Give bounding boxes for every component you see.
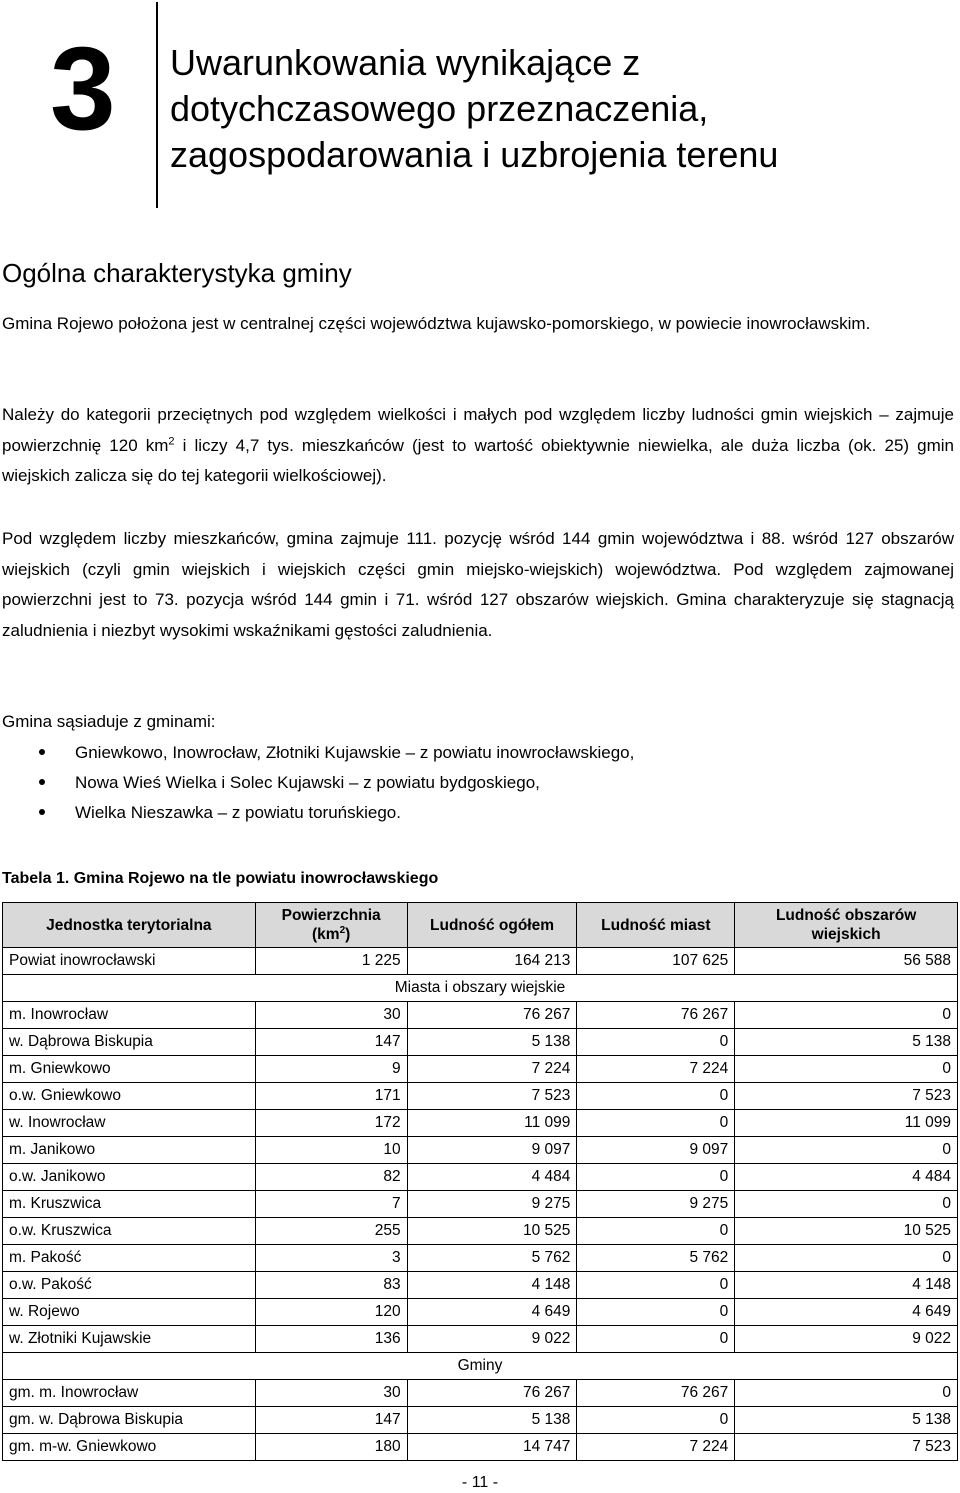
bullet-icon xyxy=(39,809,45,815)
table-row xyxy=(3,1110,958,1137)
cell-value: 164 213 xyxy=(407,948,577,975)
cell-value: 3 xyxy=(255,1245,407,1272)
cell-value: 9 022 xyxy=(407,1326,577,1353)
table-row xyxy=(3,1002,958,1029)
data-table xyxy=(2,902,958,1461)
cell-value: 5 762 xyxy=(407,1245,577,1272)
list-item-text: Gniewkowo, Inowrocław, Złotniki Kujawskie – z powiatu inowrocławskiego, xyxy=(75,743,635,762)
table-body xyxy=(3,948,958,1461)
cell-value: 107 625 xyxy=(577,948,735,975)
cell-value: 11 099 xyxy=(407,1110,577,1137)
cell-value: 4 484 xyxy=(735,1164,958,1191)
cell-value: 9 097 xyxy=(407,1137,577,1164)
cell-value: 7 523 xyxy=(735,1083,958,1110)
cell-value: 9 275 xyxy=(407,1191,577,1218)
cell-value: 76 267 xyxy=(577,1002,735,1029)
cell-unit: m. Inowrocław xyxy=(3,1002,256,1029)
table-header-row xyxy=(3,903,958,948)
table-row xyxy=(3,1407,958,1434)
cell-value: 11 099 xyxy=(735,1110,958,1137)
cell-value: 5 138 xyxy=(735,1029,958,1056)
cell-value: 0 xyxy=(735,1002,958,1029)
list-item xyxy=(2,798,902,828)
cell-value: 9 xyxy=(255,1056,407,1083)
bullet-icon xyxy=(39,779,45,785)
cell-value: 0 xyxy=(577,1407,735,1434)
table-row xyxy=(3,1434,958,1461)
cell-unit: m. Kruszwica xyxy=(3,1191,256,1218)
table-row xyxy=(3,1326,958,1353)
header-area-line1: Powierzchnia xyxy=(281,907,381,924)
cell-value: 30 xyxy=(255,1002,407,1029)
cell-value: 14 747 xyxy=(407,1434,577,1461)
cell-value: 76 267 xyxy=(407,1380,577,1407)
cell-value: 255 xyxy=(255,1218,407,1245)
cell-value: 1 225 xyxy=(255,948,407,975)
chapter-divider xyxy=(156,2,158,208)
chapter-title-line: zagospodarowania i uzbrojenia terenu xyxy=(170,134,779,175)
cell-unit: o.w. Gniewkowo xyxy=(3,1083,256,1110)
table-row xyxy=(3,1164,958,1191)
paragraph-category xyxy=(2,400,954,492)
cell-value: 30 xyxy=(255,1380,407,1407)
cell-value: 7 224 xyxy=(577,1056,735,1083)
header-pop-urban: Ludność miast xyxy=(577,903,735,948)
cell-unit: o.w. Pakość xyxy=(3,1272,256,1299)
list-item xyxy=(2,738,902,768)
cell-unit: w. Inowrocław xyxy=(3,1110,256,1137)
cell-value: 172 xyxy=(255,1110,407,1137)
table-row xyxy=(3,1137,958,1164)
header-area-line2: (km xyxy=(312,926,340,943)
cell-value: 136 xyxy=(255,1326,407,1353)
cell-value: 0 xyxy=(735,1245,958,1272)
bullet-icon xyxy=(39,749,45,755)
cell-value: 0 xyxy=(577,1218,735,1245)
table-row xyxy=(3,948,958,975)
paragraph-neighbors-intro: Gmina sąsiaduje z gminami: xyxy=(2,712,216,731)
table-group-row xyxy=(3,1353,958,1380)
cell-value: 5 138 xyxy=(407,1407,577,1434)
section-heading: Ogólna charakterystyka gminy xyxy=(2,257,352,288)
cell-unit: o.w. Janikowo xyxy=(3,1164,256,1191)
cell-unit: w. Rojewo xyxy=(3,1299,256,1326)
list-item xyxy=(2,768,902,798)
cell-value: 4 484 xyxy=(407,1164,577,1191)
list-item-text: Wielka Nieszawka – z powiatu toruńskiego. xyxy=(75,803,401,822)
cell-value: 9 275 xyxy=(577,1191,735,1218)
header-pop-total: Ludność ogółem xyxy=(407,903,577,948)
neighbors-list xyxy=(2,738,902,828)
cell-unit: o.w. Kruszwica xyxy=(3,1218,256,1245)
cell-value: 0 xyxy=(577,1029,735,1056)
cell-value: 9 097 xyxy=(577,1137,735,1164)
cell-value: 7 523 xyxy=(735,1434,958,1461)
cell-value: 5 138 xyxy=(407,1029,577,1056)
header-pop-rural: Ludność obszarów wiejskich xyxy=(735,903,958,948)
cell-value: 0 xyxy=(577,1164,735,1191)
cell-value: 171 xyxy=(255,1083,407,1110)
cell-value: 10 525 xyxy=(407,1218,577,1245)
cell-value: 0 xyxy=(735,1137,958,1164)
cell-value: 76 267 xyxy=(407,1002,577,1029)
page-number: - 11 - xyxy=(461,1474,499,1491)
cell-value: 0 xyxy=(577,1299,735,1326)
cell-unit: gm. m. Inowrocław xyxy=(3,1380,256,1407)
cell-unit: gm. m-w. Gniewkowo xyxy=(3,1434,256,1461)
cell-value: 180 xyxy=(255,1434,407,1461)
cell-value: 4 649 xyxy=(407,1299,577,1326)
header-area xyxy=(255,903,407,948)
table-row xyxy=(3,1299,958,1326)
paragraph-location: Gmina Rojewo położona jest w centralnej części województwa kujawsko-pomorskiego, w powiecie inowrocławskim. xyxy=(2,314,871,333)
table-row xyxy=(3,1380,958,1407)
cell-value: 0 xyxy=(577,1272,735,1299)
list-item-text: Nowa Wieś Wielka i Solec Kujawski – z powiatu bydgoskiego, xyxy=(75,773,540,792)
cell-value: 4 148 xyxy=(735,1272,958,1299)
cell-value: 7 224 xyxy=(407,1056,577,1083)
chapter-title xyxy=(170,40,778,178)
cell-value: 4 148 xyxy=(407,1272,577,1299)
cell-value: 0 xyxy=(577,1326,735,1353)
cell-value: 56 588 xyxy=(735,948,958,975)
cell-value: 7 xyxy=(255,1191,407,1218)
chapter-title-line: Uwarunkowania wynikające z xyxy=(170,42,641,83)
table-row xyxy=(3,1083,958,1110)
cell-unit: m. Janikowo xyxy=(3,1137,256,1164)
cell-value: 120 xyxy=(255,1299,407,1326)
cell-value: 10 525 xyxy=(735,1218,958,1245)
cell-unit: Powiat inowrocławski xyxy=(3,948,256,975)
table-row xyxy=(3,1056,958,1083)
cell-value: 7 523 xyxy=(407,1083,577,1110)
cell-value: 76 267 xyxy=(577,1380,735,1407)
cell-value: 0 xyxy=(735,1380,958,1407)
cell-value: 9 022 xyxy=(735,1326,958,1353)
cell-value: 5 138 xyxy=(735,1407,958,1434)
paragraph-text: i liczy 4,7 tys. mieszkańców (jest to wartość obiektywnie niewielka, ale duża liczba (ok. 25) gmin wiejskich zalicza się do tej kategorii wielkościowej). xyxy=(2,435,954,485)
table-row xyxy=(3,1191,958,1218)
cell-value: 0 xyxy=(735,1056,958,1083)
chapter-number: 3 xyxy=(50,23,112,155)
cell-unit: m. Gniewkowo xyxy=(3,1056,256,1083)
paragraph-text: Należy do kategorii przeciętnych pod względem wielkości i małych pod względem liczby ludności gmin wiejskich – zajmuje powierzchnię 120 km xyxy=(2,405,954,455)
superscript: 2 xyxy=(339,924,346,936)
cell-value: 0 xyxy=(577,1083,735,1110)
header-unit: Jednostka terytorialna xyxy=(3,903,256,948)
cell-value: 0 xyxy=(735,1191,958,1218)
cell-value: 147 xyxy=(255,1407,407,1434)
cell-unit: w. Złotniki Kujawskie xyxy=(3,1326,256,1353)
header-area-line2-end: ) xyxy=(345,926,351,943)
group-label: Miasta i obszary wiejskie xyxy=(3,975,958,1002)
cell-value: 10 xyxy=(255,1137,407,1164)
table-group-row xyxy=(3,975,958,1002)
cell-value: 7 224 xyxy=(577,1434,735,1461)
cell-value: 0 xyxy=(577,1110,735,1137)
superscript: 2 xyxy=(168,434,175,447)
cell-value: 5 762 xyxy=(577,1245,735,1272)
group-label: Gminy xyxy=(3,1353,958,1380)
cell-value: 83 xyxy=(255,1272,407,1299)
chapter-title-line: dotychczasowego przeznaczenia, xyxy=(170,88,709,129)
cell-unit: gm. w. Dąbrowa Biskupia xyxy=(3,1407,256,1434)
paragraph-ranking: Pod względem liczby mieszkańców, gmina zajmuje 111. pozycję wśród 144 gmin województwa i 88. wśród 127 obszarów wiejskich (czyli gmin wiejskich i wiejskich części gmin miejsko-wiejskich) województwa. Pod względem zajmowanej powierzchni jest to 73. pozycja wśród 144 gmin i 71. wśród 127 obszarów wiejskich. Gmina charakteryzuje się stagnacją zaludnienia i niezbyt wysokimi wskaźnikami gęstości zaludnienia. xyxy=(2,529,954,640)
table-row xyxy=(3,1218,958,1245)
table-row xyxy=(3,1272,958,1299)
table-caption: Tabela 1. Gmina Rojewo na tle powiatu inowrocławskiego xyxy=(2,870,439,887)
table-row xyxy=(3,1245,958,1272)
table-row xyxy=(3,1029,958,1056)
cell-value: 82 xyxy=(255,1164,407,1191)
cell-value: 147 xyxy=(255,1029,407,1056)
cell-unit: m. Pakość xyxy=(3,1245,256,1272)
cell-value: 4 649 xyxy=(735,1299,958,1326)
cell-unit: w. Dąbrowa Biskupia xyxy=(3,1029,256,1056)
